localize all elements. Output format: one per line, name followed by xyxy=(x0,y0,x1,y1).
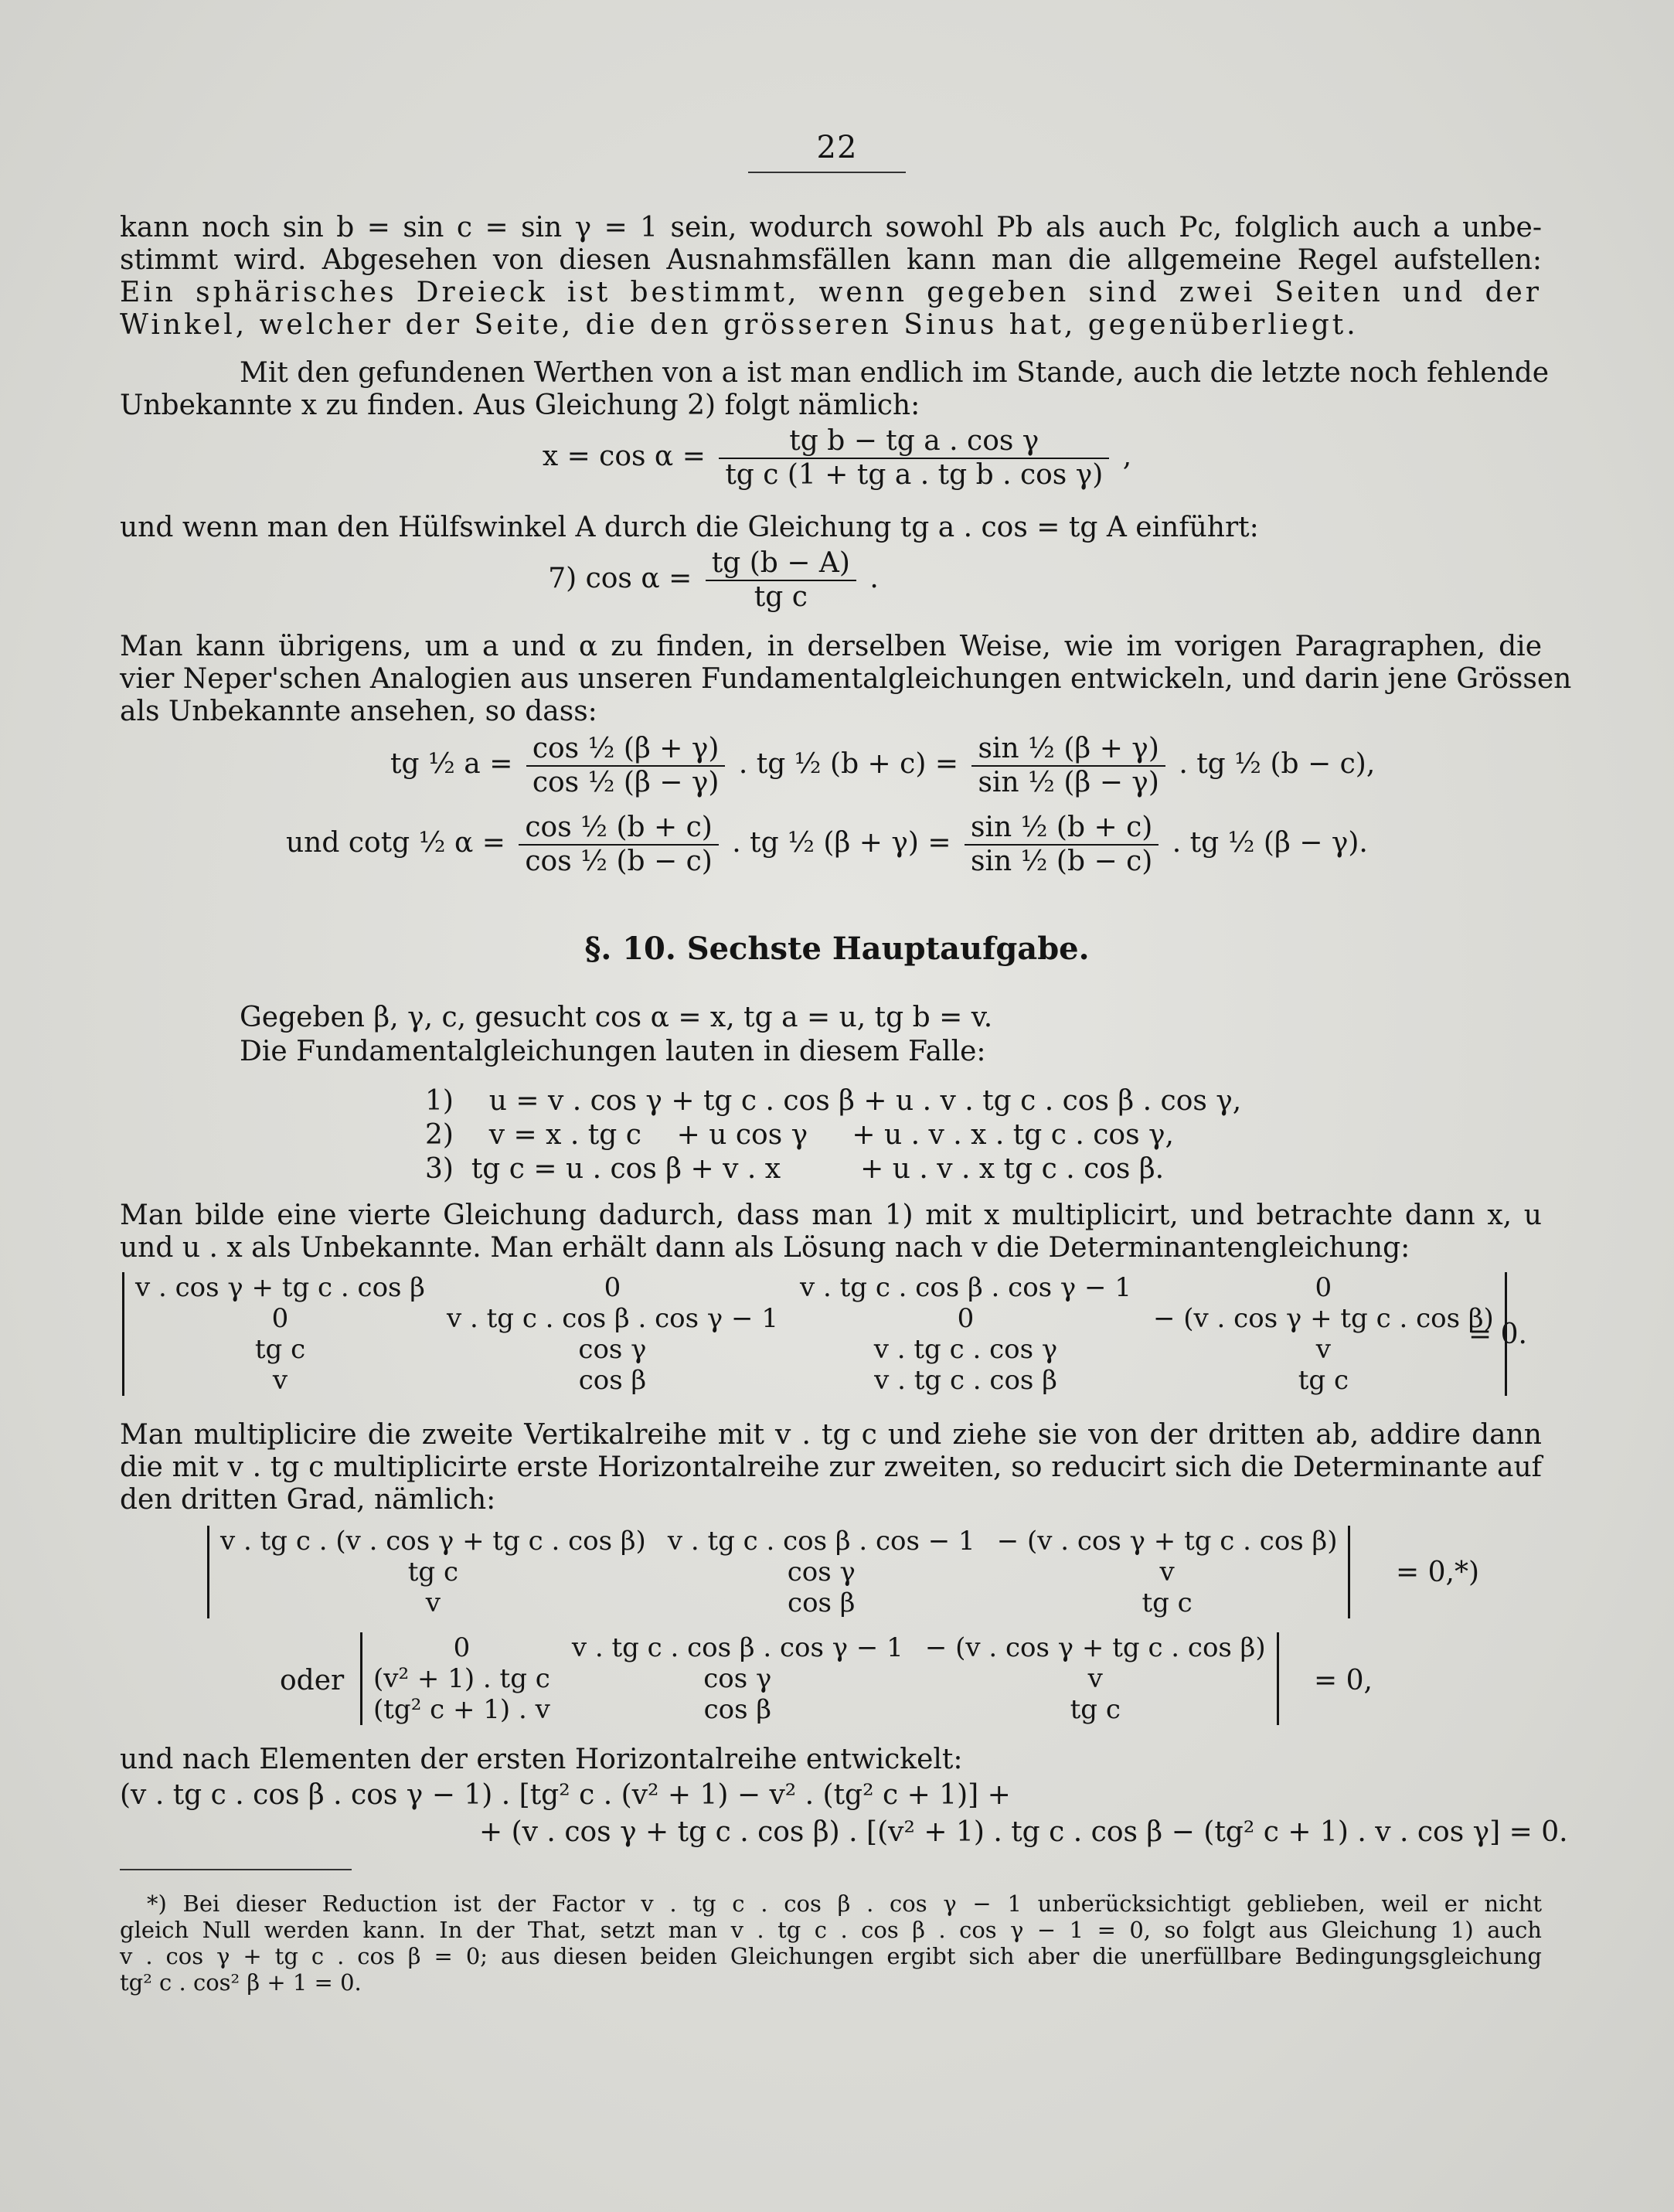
det3-cell: (v² + 1) . tg c xyxy=(373,1663,550,1694)
det2-cell: tg c xyxy=(1142,1588,1193,1618)
det1-cell: 0 xyxy=(604,1272,621,1303)
neper2-fraction-1-den: cos ½ (b − c) xyxy=(525,846,713,877)
det1-cell: 0 xyxy=(1315,1272,1332,1303)
para4-line-1: Man kann übrigens, um a und α zu finden, in derselben Weise, wie im vorigen Paragraphen, die xyxy=(120,631,1542,662)
equation-7-lhs: 7) cos α = xyxy=(548,563,692,594)
page-number-rule xyxy=(748,172,906,173)
det2-cell: v . tg c . (v . cos γ + tg c . cos β) xyxy=(220,1526,646,1557)
determinant-3x3-b-rhs: = 0, xyxy=(1314,1665,1373,1696)
neper1-tail: . tg ½ (b − c), xyxy=(1179,748,1376,780)
para4-line-3: als Unbekannte ansehen, so dass: xyxy=(120,696,597,727)
fundamental-equation-1: 1) u = v . cos γ + tg c . cos β + u . v . tg c . cos β . cos γ, xyxy=(425,1085,1242,1117)
determinant-3x3-a xyxy=(207,1526,1350,1618)
fundamental-equation-2: 2) v = x . tg c + u cos γ + u . v . x . tg c . cos γ, xyxy=(425,1119,1174,1151)
neper1-mid: . tg ½ (b + c) = xyxy=(738,748,958,780)
fundamental-equation-3: 3) tg c = u . cos β + v . x + u . v . x tg c . cos β. xyxy=(425,1153,1165,1185)
footnote-line-3: v . cos γ + tg c . cos β = 0; aus diesen beiden Gleichungen ergibt sich aber die unerfüllbare Bedingungsgleichung xyxy=(120,1943,1542,1969)
para6-line-3: den dritten Grad, nämlich: xyxy=(120,1484,496,1516)
equation-7-fraction xyxy=(706,547,856,614)
neper1-fraction-2-den: sin ½ (β − γ) xyxy=(978,767,1159,798)
det2-cell: tg c xyxy=(407,1557,459,1588)
det1-cell: v . tg c . cos β . cos γ − 1 xyxy=(799,1272,1131,1303)
det3-cell: (tg² c + 1) . v xyxy=(373,1694,550,1725)
footnote-line-4: tg² c . cos² β + 1 = 0. xyxy=(120,1969,362,1996)
equation-7-denominator: tg c xyxy=(754,581,808,613)
det1-cell: v xyxy=(1315,1334,1331,1365)
para3-line: und wenn man den Hülfswinkel A durch die Gleichung tg a . cos = tg A einführt: xyxy=(120,512,1259,543)
para7-line: und nach Elementen der ersten Horizontalreihe entwickelt: xyxy=(120,1744,963,1775)
det2-cell: v xyxy=(1159,1557,1175,1588)
det1-cell: 0 xyxy=(271,1303,289,1334)
det3-cell: v xyxy=(1087,1663,1103,1694)
det1-cell: v . tg c . cos β . cos γ − 1 xyxy=(446,1303,778,1334)
para5-line-2: und u . x als Unbekannte. Man erhält dann als Lösung nach v die Determinantengleichung: xyxy=(120,1232,1410,1264)
neper1-fraction-2 xyxy=(971,733,1165,799)
det1-cell: cos γ xyxy=(578,1334,647,1365)
det3-cell: v . tg c . cos β . cos γ − 1 xyxy=(571,1632,903,1663)
neper-equation-1 xyxy=(390,733,1375,799)
para6-line-2: die mit v . tg c multiplicirte erste Horizontalreihe zur zweiten, so reducirt sich die Determinante auf xyxy=(120,1451,1542,1483)
neper2-fraction-2-num: sin ½ (b + c) xyxy=(965,812,1159,846)
given-line: Gegeben β, γ, c, gesucht cos α = x, tg a = u, tg b = v. xyxy=(240,1002,993,1033)
para6-line-1: Man multiplicire die zweite Vertikalreihe mit v . tg c und ziehe sie von der dritten ab, addire dann xyxy=(120,1419,1542,1451)
neper1-lhs: tg ½ a = xyxy=(390,748,513,780)
det1-cell: v . tg c . cos β xyxy=(874,1365,1057,1396)
equation-x xyxy=(0,425,1674,492)
det1-cell: 0 xyxy=(957,1303,975,1334)
fundamental-intro: Die Fundamentalgleichungen lauten in diesem Falle: xyxy=(240,1036,986,1067)
neper-equation-2 xyxy=(286,812,1368,878)
determinant-3x3-b xyxy=(360,1632,1279,1725)
equation-7 xyxy=(0,547,1550,614)
determinant-4x4-rhs: = 0. xyxy=(1468,1319,1527,1350)
det1-cell: tg c xyxy=(1298,1365,1349,1396)
page-number: 22 xyxy=(816,130,858,165)
footnote-line-1: *) Bei dieser Reduction ist der Factor v . tg c . cos β . cos γ − 1 unberücksichtigt geblieben, weil er nicht xyxy=(147,1890,1542,1917)
equation-7-numerator: tg (b − A) xyxy=(706,547,856,581)
para1-line-4: Winkel, welcher der Seite, die den grösseren Sinus hat, gegenüberliegt. xyxy=(120,309,1359,341)
neper2-fraction-1 xyxy=(519,812,718,878)
det3-cell: − (v . cos γ + tg c . cos β) xyxy=(924,1632,1266,1663)
para1-line-2: stimmt wird. Abgesehen von diesen Ausnahmsfällen kann man die allgemeine Regel aufstellen: xyxy=(120,244,1542,276)
equation-x-lhs: x = cos α = xyxy=(542,441,706,472)
neper1-fraction-2-num: sin ½ (β + γ) xyxy=(971,733,1165,767)
equation-x-fraction xyxy=(719,425,1109,492)
neper1-fraction-1-den: cos ½ (β − γ) xyxy=(532,767,720,798)
equation-x-denominator: tg c (1 + tg a . tg b . cos γ) xyxy=(725,459,1104,491)
det2-cell: cos β xyxy=(788,1588,856,1618)
equation-x-tail: , xyxy=(1122,441,1132,472)
det3-cell: cos γ xyxy=(703,1663,772,1694)
det1-cell: v . tg c . cos γ xyxy=(873,1334,1058,1365)
det2-cell: v . tg c . cos β . cos − 1 xyxy=(667,1526,975,1557)
neper2-fraction-2-den: sin ½ (b − c) xyxy=(970,846,1153,877)
neper2-mid: . tg ½ (β + γ) = xyxy=(732,827,951,859)
det1-cell: v xyxy=(272,1365,288,1396)
para4-line-2: vier Neper'schen Analogien aus unseren Fundamentalgleichungen entwickeln, und darin jene Grössen xyxy=(120,663,1572,695)
para1-line-1: kann noch sin b = sin c = sin γ = 1 sein, wodurch sowohl Pb als auch Pc, folglich auch a unbe- xyxy=(120,212,1542,243)
det1-cell: v . cos γ + tg c . cos β xyxy=(135,1272,425,1303)
det3-cell: 0 xyxy=(453,1632,471,1663)
det2-cell: − (v . cos γ + tg c . cos β) xyxy=(996,1526,1338,1557)
para5-line-1: Man bilde eine vierte Gleichung dadurch, dass man 1) mit x multiplicirt, und betrachte dann x, u xyxy=(120,1200,1542,1231)
det1-cell: cos β xyxy=(578,1365,647,1396)
equation-x-numerator: tg b − tg a . cos γ xyxy=(719,425,1109,459)
para1-line-3: Ein sphärisches Dreieck ist bestimmt, wenn gegeben sind zwei Seiten und der xyxy=(120,277,1542,308)
oder-label: oder xyxy=(280,1665,345,1696)
det1-cell: − (v . cos γ + tg c . cos β) xyxy=(1152,1303,1494,1334)
det2-cell: cos γ xyxy=(787,1557,856,1588)
footnote-line-2: gleich Null werden kann. In der That, setzt man v . tg c . cos β . cos γ − 1 = 0, so folgt aus Gleichung 1) auch xyxy=(120,1917,1542,1943)
section-heading: §. 10. Sechste Hauptaufgabe. xyxy=(584,931,1090,967)
neper2-lhs: und cotg ½ α = xyxy=(286,827,505,859)
neper1-fraction-1 xyxy=(526,733,726,799)
determinant-4x4 xyxy=(122,1272,1507,1396)
det1-cell: tg c xyxy=(254,1334,306,1365)
det3-cell: cos β xyxy=(703,1694,772,1725)
neper2-tail: . tg ½ (β − γ). xyxy=(1172,827,1368,859)
para2-line-1: Mit den gefundenen Werthen von a ist man endlich im Stande, auch die letzte noch fehlende xyxy=(240,357,1550,389)
determinant-3x3-a-rhs: = 0,*) xyxy=(1396,1557,1479,1588)
para2-line-2: Unbekannte x zu finden. Aus Gleichung 2) folgt nämlich: xyxy=(120,390,920,421)
equation-7-tail: . xyxy=(869,563,879,594)
neper2-fraction-2 xyxy=(965,812,1159,878)
det2-cell: v xyxy=(425,1588,441,1618)
footnote-rule xyxy=(120,1869,352,1870)
expansion-line-1: (v . tg c . cos β . cos γ − 1) . [tg² c . (v² + 1) − v² . (tg² c + 1)] + xyxy=(120,1779,1011,1811)
neper1-fraction-1-num: cos ½ (β + γ) xyxy=(526,733,726,767)
expansion-line-2: + (v . cos γ + tg c . cos β) . [(v² + 1) . tg c . cos β − (tg² c + 1) . v . cos γ] = 0. xyxy=(479,1816,1568,1848)
det3-cell: tg c xyxy=(1070,1694,1121,1725)
neper2-fraction-1-num: cos ½ (b + c) xyxy=(519,812,718,846)
